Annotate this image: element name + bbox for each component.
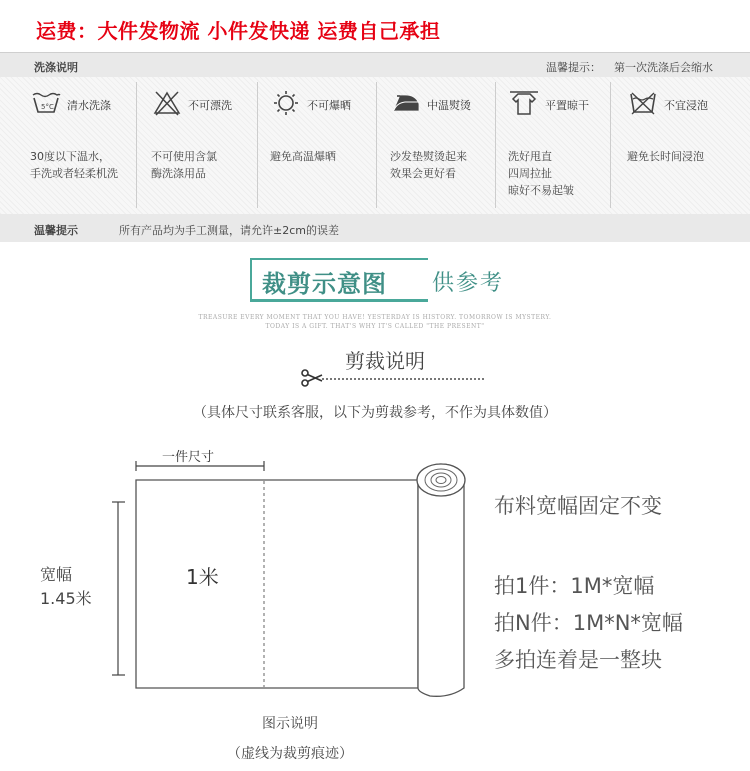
no-sun-dry-icon xyxy=(271,90,301,116)
shipping-notice: 运费：大件发物流 小件发快递 运费自己承担 xyxy=(36,19,441,43)
fabric-roll-diagram xyxy=(100,452,480,712)
unit-size-label: 一件尺寸 xyxy=(162,450,215,465)
single-order-note: 拍1件：1M*宽幅 xyxy=(494,574,655,598)
fabric-roll xyxy=(417,464,465,696)
banner-tagline: TODAY IS A GIFT. THAT'S WHY IT'S CALLED "THE PRESENT" xyxy=(265,323,485,330)
care-item-desc xyxy=(30,148,118,182)
care-desc-line: 沙发垫熨烫起来 xyxy=(390,150,467,163)
continuous-piece-note: 多拍连着是一整块 xyxy=(494,648,662,672)
care-item-hand-wash xyxy=(0,76,119,212)
care-desc-line: 洗好甩直 xyxy=(508,150,552,163)
care-desc-line: 酶洗涤用品 xyxy=(151,167,206,180)
care-desc-line: 不可使用含氯 xyxy=(151,150,217,163)
multi-order-note: 拍N件：1M*N*宽幅 xyxy=(494,611,683,635)
cut-instructions-note: （具体尺寸联系客服，以下为剪裁参考，不作为具体数值） xyxy=(193,405,557,421)
care-title: 洗涤说明 xyxy=(34,61,78,74)
footer-hint-text: 所有产品均为手工测量，请允许±2cm的误差 xyxy=(119,224,339,237)
care-desc-line: 晾好不易起皱 xyxy=(508,184,574,197)
scissors-icon xyxy=(300,366,324,390)
care-hint-label: 温馨提示： xyxy=(546,61,601,74)
fixed-width-note: 布料宽幅固定不变 xyxy=(494,494,662,518)
care-desc-line: 手洗或者轻柔机洗 xyxy=(30,167,118,180)
care-desc-line: 四周拉扯 xyxy=(508,167,552,180)
width-value: 1.45米 xyxy=(40,589,92,608)
diagram-caption: 图示说明 xyxy=(262,716,318,732)
banner-subtitle: 供参考 xyxy=(432,271,505,296)
footer-hint-label: 温馨提示 xyxy=(34,224,78,237)
care-item-desc xyxy=(151,148,217,182)
care-item-label: 清水洗涤 xyxy=(67,99,111,112)
care-item-no-soak xyxy=(597,76,716,212)
unit-dimension-line xyxy=(136,461,264,471)
care-item-flat-dry xyxy=(478,76,597,212)
care-item-desc xyxy=(627,148,704,165)
diagram-caption-note: （虚线为裁剪痕迹） xyxy=(227,746,353,762)
care-item-label: 不可漂洗 xyxy=(188,99,232,112)
care-footer-bar xyxy=(0,214,750,242)
care-desc-line: 避免高温爆晒 xyxy=(270,150,336,163)
care-item-label: 平置晾干 xyxy=(545,99,589,112)
width-label-text: 宽幅 xyxy=(40,565,73,584)
care-item-no-sun xyxy=(240,76,359,212)
width-dimension-line xyxy=(112,502,125,675)
care-desc-line: 避免长时间浸泡 xyxy=(627,150,704,163)
flat-dry-icon xyxy=(509,90,539,116)
care-hint-text: 第一次洗涤后会缩水 xyxy=(614,61,713,74)
care-item-label: 不宜浸泡 xyxy=(664,99,708,112)
width-label xyxy=(40,563,92,611)
care-item-label: 不可爆晒 xyxy=(307,99,351,112)
dotted-cut-line xyxy=(322,378,484,380)
care-item-no-bleach xyxy=(121,76,240,212)
care-item-desc xyxy=(508,148,574,199)
care-item-iron xyxy=(360,76,479,212)
care-item-desc xyxy=(390,148,467,182)
iron-medium-icon xyxy=(391,90,421,116)
care-instructions-panel xyxy=(0,52,750,242)
no-soak-icon xyxy=(628,90,658,116)
no-bleach-icon xyxy=(152,90,182,116)
care-item-label: 中温熨烫 xyxy=(427,99,471,112)
cut-instructions-title: 剪裁说明 xyxy=(345,349,425,373)
fabric-sheet xyxy=(136,480,418,688)
svg-text:5°C: 5°C xyxy=(41,103,54,111)
care-header-bar xyxy=(0,52,750,77)
care-desc-line: 30度以下温水， xyxy=(30,150,110,163)
care-item-desc xyxy=(270,148,336,165)
care-desc-line: 效果会更好看 xyxy=(390,167,456,180)
banner-title: 裁剪示意图 xyxy=(262,270,387,298)
hand-wash-icon xyxy=(31,90,61,116)
piece-length-label: 1米 xyxy=(186,565,219,589)
banner-tagline: TREASURE EVERY MOMENT THAT YOU HAVE! YESTERDAY IS HISTORY. TOMORROW IS MYSTERY. xyxy=(198,314,552,321)
